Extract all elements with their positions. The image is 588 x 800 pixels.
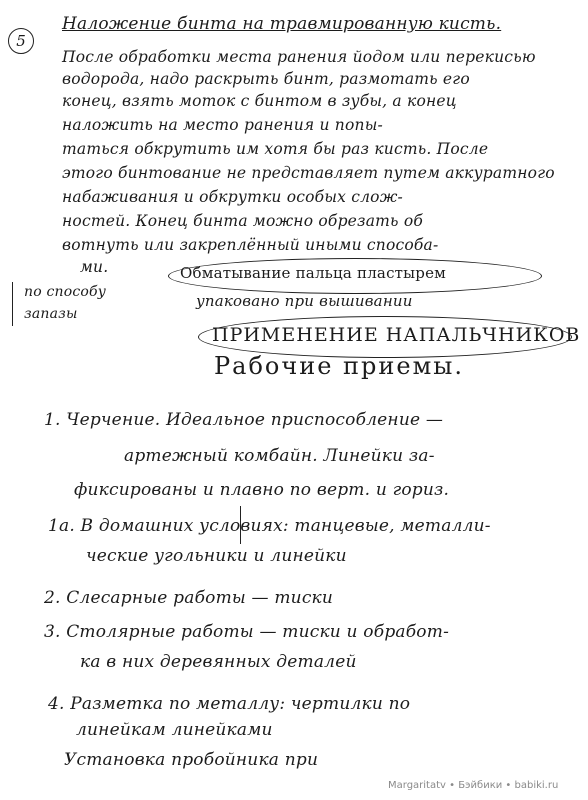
boxed-heading: ПРИМЕНЕНИЕ НАПАЛЬЧНИКОВ <box>212 324 581 346</box>
point-line-7: 3. Столярные работы — тиски и обработ- <box>44 622 450 642</box>
point-line-6: 2. Слесарные работы — тиски <box>44 588 334 608</box>
body-line-3: конец, взять моток с бинтом в зубы, а конец <box>62 92 457 110</box>
body-line-9: вотнуть или закреплённый иными способа- <box>62 236 439 254</box>
side-note-1: по способу <box>24 284 107 300</box>
watermark: Margaritatv • Бэйбики • babiki.ru <box>388 780 559 791</box>
body-line-7: набаживания и обкрутки особых слож- <box>62 188 403 206</box>
body-line-1: После обработки места ранения йодом или перекисью <box>62 48 536 66</box>
point-line-2: артежный комбайн. Линейки за- <box>124 446 435 466</box>
point-line-8: ка в них деревянных деталей <box>80 652 357 672</box>
margin-stroke <box>240 506 241 544</box>
point-line-11: Установка пробойника при <box>64 750 319 770</box>
body-line-4: наложить на место ранения и попы- <box>62 116 383 134</box>
side-bracket <box>12 282 19 326</box>
heading-working-methods: Рабочие приемы. <box>214 352 465 380</box>
point-line-9: 4. Разметка по металлу: чертилки по <box>48 694 411 714</box>
point-line-4: 1а. В домашних условиях: танцевые, металли- <box>48 516 491 536</box>
point-line-3: фиксированы и плавно по верт. и гориз. <box>74 480 450 500</box>
body-line-2: водорода, надо раскрыть бинт, размотать его <box>62 70 470 88</box>
oval-annotation-text: Обматывание пальца пластырем <box>180 264 447 282</box>
point-line-5: ческие угольники и линейки <box>86 546 347 566</box>
body-line-8: ностей. Конец бинта можно обрезать об <box>62 212 424 230</box>
point-line-1: 1. Черчение. Идеальное приспособление — <box>44 410 444 430</box>
body-line-5: таться обкрутить им хотя бы раз кисть. После <box>62 140 489 158</box>
point-line-10: линейкам линейками <box>76 720 273 740</box>
middle-note: упаковано при вышивании <box>196 292 413 310</box>
section-title: Наложение бинта на травмированную кисть. <box>62 14 502 34</box>
body-line-6: этого бинтование не представляет путем аккуратного <box>62 164 555 182</box>
side-note-2: запазы <box>24 306 78 322</box>
body-line-10: ми. <box>80 258 109 276</box>
section-number: 5 <box>16 32 26 50</box>
section-number-circle <box>8 28 34 54</box>
